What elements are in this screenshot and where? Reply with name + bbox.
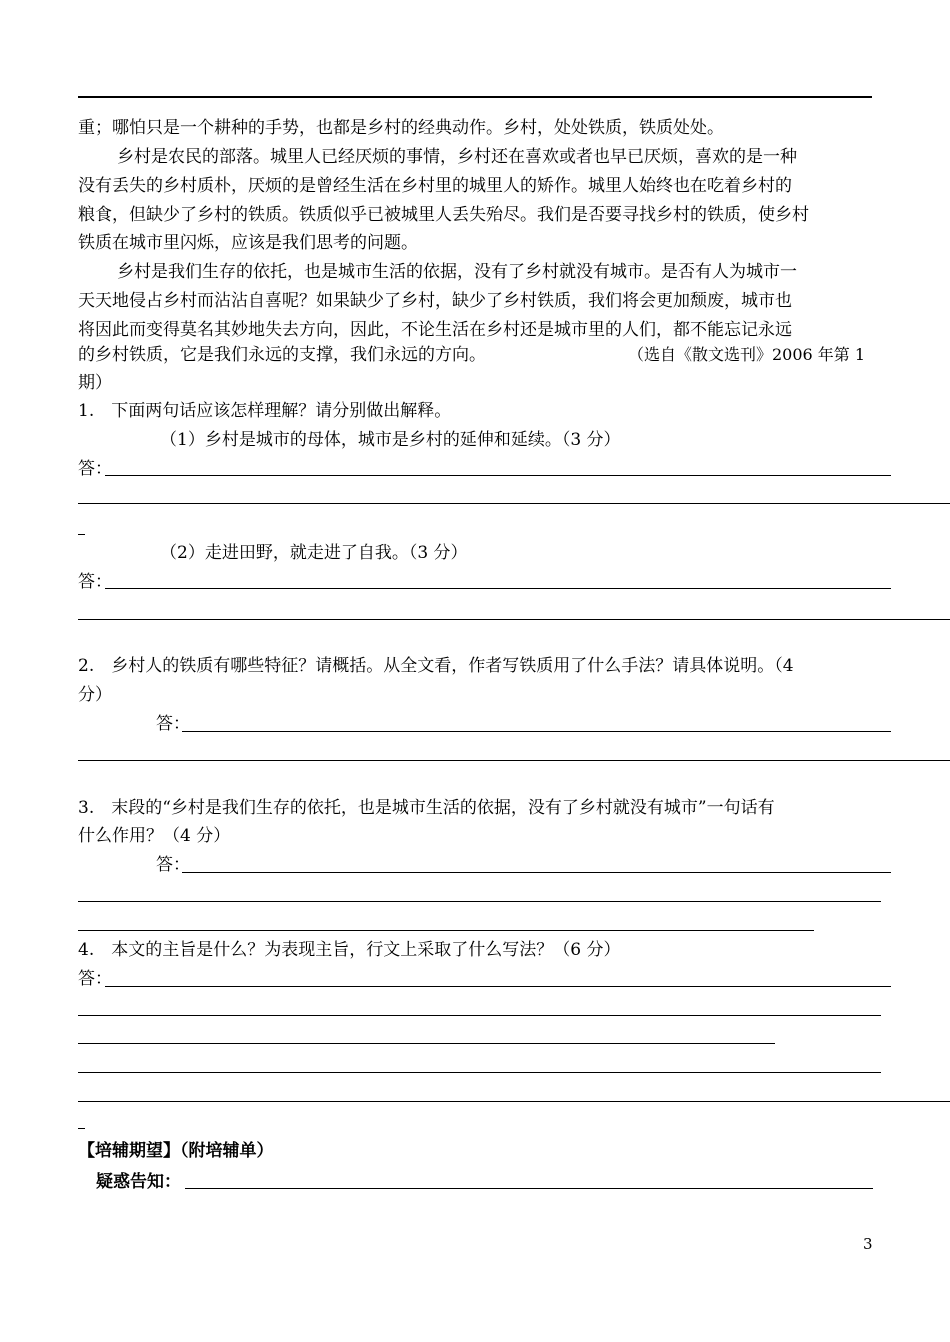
answer-line[interactable] — [105, 588, 891, 589]
question-2-text: 2. 乡村人的铁质有哪些特征？请概括。从全文看，作者写铁质用了什么手法？请具体说明。（4 — [78, 656, 794, 676]
doubt-answer-line[interactable] — [185, 1188, 873, 1189]
answer-line-end — [78, 1128, 85, 1129]
passage-line: 将因此而变得莫名其妙地失去方向，因此，不论生活在乡村还是城市里的人们，都不能忘记永远 — [78, 320, 792, 340]
passage-line: 乡村是农民的部落。城里人已经厌烦的事情，乡村还在喜欢或者也早已厌烦，喜欢的是一种 — [117, 147, 797, 167]
source-citation-end: 期） — [78, 373, 112, 393]
answer-line-end — [78, 534, 85, 535]
answer-label: 答： — [156, 855, 190, 875]
passage-line: 天天地侵占乡村而沾沾自喜呢？如果缺少了乡村，缺少了乡村铁质，我们将会更加颓废，城市也 — [78, 291, 792, 311]
answer-line[interactable] — [78, 619, 950, 620]
answer-label: 答： — [78, 572, 112, 592]
page-number: 3 — [863, 1235, 873, 1253]
answer-label: 答： — [156, 714, 190, 734]
passage-line: 铁质在城市里闪烁，应该是我们思考的问题。 — [78, 233, 418, 253]
question-1-title: 1. 下面两句话应该怎样理解？请分别做出解释。 — [78, 401, 452, 421]
passage-line: 粮食，但缺少了乡村的铁质。铁质似乎已被城里人丢失殆尽。我们是否要寻找乡村的铁质，使乡村 — [78, 205, 809, 225]
doubt-label: 疑惑告知： — [96, 1172, 181, 1192]
answer-line[interactable] — [78, 1101, 950, 1102]
question-4-title: 4. 本文的主旨是什么？为表现主旨，行文上采取了什么写法？（6 分） — [78, 940, 621, 960]
answer-line[interactable] — [182, 872, 891, 873]
answer-line[interactable] — [105, 986, 891, 987]
answer-line[interactable] — [78, 901, 881, 902]
top-rule — [78, 96, 872, 98]
question-1-sub-2: （2）走进田野，就走进了自我。（3 分） — [160, 543, 468, 563]
answer-line[interactable] — [78, 1015, 881, 1016]
answer-line[interactable] — [105, 475, 891, 476]
answer-line[interactable] — [78, 503, 950, 504]
answer-label: 答： — [78, 459, 112, 479]
section-title: 【培辅期望】（附培辅单） — [78, 1141, 274, 1161]
answer-label: 答： — [78, 969, 112, 989]
source-citation: （选自《散文选刊》2006 年第 1 — [628, 345, 866, 364]
passage-line: 重；哪怕只是一个耕种的手势，也都是乡村的经典动作。乡村，处处铁质，铁质处处。 — [78, 118, 724, 138]
question-3-text: 3. 末段的“乡村是我们生存的依托，也是城市生活的依据，没有了乡村就没有城市”一句话有 — [78, 798, 775, 818]
question-3-text-cont: 什么作用？（4 分） — [78, 826, 231, 846]
passage-line: 乡村是我们生存的依托，也是城市生活的依据，没有了乡村就没有城市。是否有人为城市一 — [117, 262, 797, 282]
answer-line[interactable] — [78, 930, 814, 931]
question-1-sub-1: （1）乡村是城市的母体，城市是乡村的延伸和延续。（3 分） — [160, 430, 621, 450]
passage-line: 没有丢失的乡村质朴，厌烦的是曾经生活在乡村里的城里人的矫作。城里人始终也在吃着乡村的 — [78, 176, 792, 196]
answer-line[interactable] — [78, 760, 950, 761]
answer-line[interactable] — [78, 1072, 881, 1073]
answer-line[interactable] — [78, 1043, 775, 1044]
passage-line: 的乡村铁质，它是我们永远的支撑，我们永远的方向。 — [78, 345, 486, 365]
answer-line[interactable] — [182, 731, 891, 732]
question-2-text-cont: 分） — [78, 685, 112, 705]
